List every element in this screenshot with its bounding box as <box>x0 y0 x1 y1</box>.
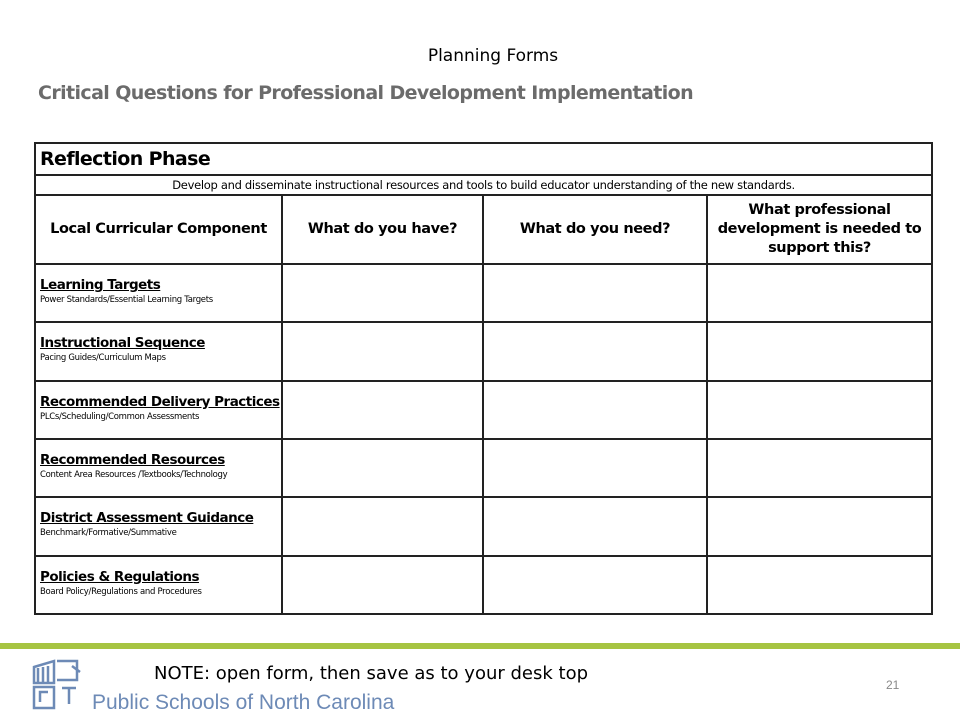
table-row <box>35 381 932 439</box>
component-cell <box>35 439 282 497</box>
component-name: Learning Targets <box>40 277 161 293</box>
have-cell[interactable] <box>282 264 483 322</box>
column-header-pd: What professional development is needed to support this? <box>707 195 932 264</box>
pd-cell[interactable] <box>707 497 932 555</box>
component-name: District Assessment Guidance <box>40 510 254 527</box>
have-cell[interactable] <box>282 439 483 497</box>
need-cell[interactable] <box>483 381 707 439</box>
component-cell <box>35 381 282 439</box>
component-name: Instructional Sequence <box>40 335 205 352</box>
have-cell[interactable] <box>282 497 483 555</box>
form-heading: Critical Questions for Professional Development Implementation <box>38 82 694 104</box>
have-cell[interactable] <box>282 381 483 439</box>
table-row <box>35 556 932 614</box>
need-cell[interactable] <box>483 439 707 497</box>
pd-cell[interactable] <box>707 439 932 497</box>
need-cell[interactable] <box>483 556 707 614</box>
table-row <box>35 322 932 380</box>
component-cell <box>35 556 282 614</box>
slide-title: Planning Forms <box>427 46 559 66</box>
component-name: Recommended Resources <box>40 451 225 468</box>
column-header-have: What do you have? <box>282 195 483 264</box>
component-subtitle: Board Policy/Regulations and Procedures <box>40 586 202 597</box>
page-number: 21 <box>886 678 900 692</box>
component-cell <box>35 497 282 555</box>
pd-cell[interactable] <box>707 556 932 614</box>
phase-title: Reflection Phase <box>35 143 932 175</box>
pd-cell[interactable] <box>707 381 932 439</box>
table-row <box>35 439 932 497</box>
save-note: NOTE: open form, then save as to your desk top <box>154 663 589 684</box>
component-subtitle: Benchmark/Formative/Summative <box>40 528 177 539</box>
planning-form-table <box>34 142 933 615</box>
component-subtitle: Content Area Resources /Textbooks/Technology <box>40 469 228 480</box>
nc-dpi-building-icon <box>32 658 86 717</box>
need-cell[interactable] <box>483 264 707 322</box>
header-row <box>35 195 932 264</box>
component-subtitle: Power Standards/Essential Learning Targets <box>40 295 213 305</box>
column-header-component: Local Curricular Component <box>35 195 282 264</box>
phase-instruction: Develop and disseminate instructional resources and tools to build educator understanding of the new standards. <box>35 175 932 195</box>
column-header-need: What do you need? <box>483 195 707 264</box>
component-name: Policies & Regulations <box>40 568 199 585</box>
need-cell[interactable] <box>483 322 707 380</box>
accent-divider <box>0 643 960 649</box>
component-subtitle: PLCs/Scheduling/Common Assessments <box>40 411 200 422</box>
pd-cell[interactable] <box>707 322 932 380</box>
component-cell <box>35 322 282 380</box>
component-subtitle: Pacing Guides/Curriculum Maps <box>40 353 166 364</box>
component-name: Recommended Delivery Practices <box>40 393 280 410</box>
brand-wordmark: Public Schools of North Carolina <box>92 691 395 714</box>
table-row <box>35 264 932 322</box>
have-cell[interactable] <box>282 322 483 380</box>
component-cell <box>35 264 282 322</box>
need-cell[interactable] <box>483 497 707 555</box>
have-cell[interactable] <box>282 556 483 614</box>
table-row <box>35 497 932 555</box>
pd-cell[interactable] <box>707 264 932 322</box>
